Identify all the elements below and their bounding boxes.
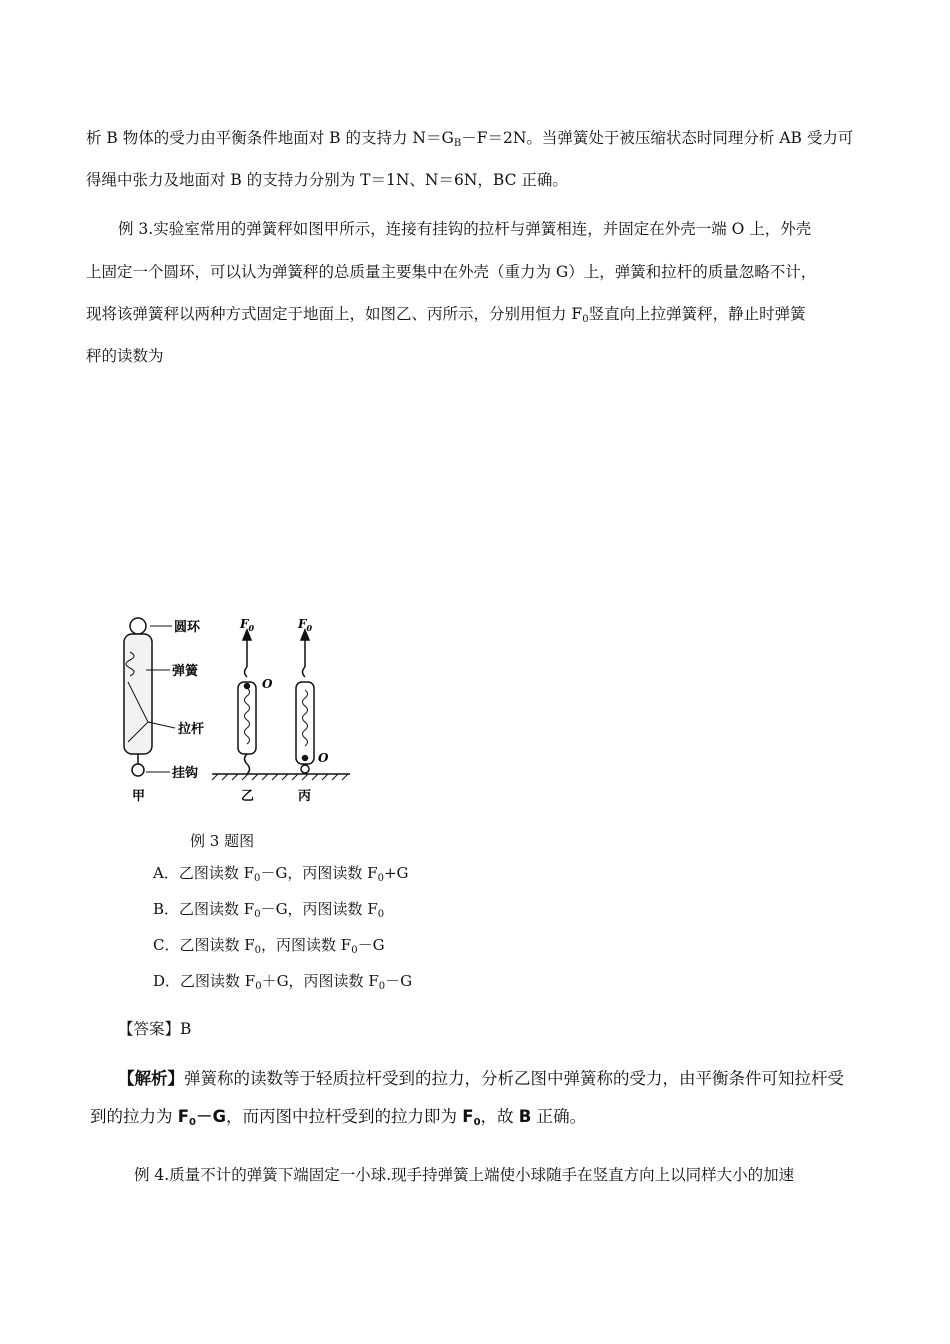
text: 得绳中张力及地面对 B 的支持力分别为 T＝1N、N＝6N，BC 正确。 xyxy=(86,171,568,189)
option-b xyxy=(153,898,384,920)
text: －G xyxy=(385,972,413,990)
subscript: 0 xyxy=(351,945,358,956)
subscript: 0 xyxy=(377,873,384,884)
subscript: 0 xyxy=(254,945,262,956)
text: D．乙图读数 F xyxy=(153,972,256,990)
subscript: 0 xyxy=(378,981,386,992)
text: －G，丙图读数 F xyxy=(260,864,378,882)
analysis-line2 xyxy=(90,1103,586,1128)
text: 弹簧称的读数等于轻质拉杆受到的拉力，分析乙图中弹簧称的受力，由平衡条件可知拉杆受 xyxy=(184,1069,844,1088)
text: ，丙图读数 F xyxy=(261,936,352,954)
example3-line2: 上固定一个圆环，可以认为弹簧秤的总质量主要集中在外壳（重力为 G）上，弹簧和拉杆的质量忽略不计， xyxy=(86,263,817,281)
text: 析 B 物体的受力由平衡条件地面对 B 的支持力 N＝G xyxy=(86,129,454,147)
label-bing: 丙 xyxy=(298,789,312,804)
ground-hatch xyxy=(212,774,348,780)
text: A．乙图读数 F xyxy=(153,864,255,882)
subscript: 0 xyxy=(582,314,589,325)
label-hook: 挂钩 xyxy=(172,766,199,781)
example3-line4: 秤的读数为 xyxy=(86,347,164,365)
text: －G xyxy=(196,1107,227,1126)
label-yi: 乙 xyxy=(241,789,255,804)
text: －G xyxy=(357,936,385,954)
text: －F＝2N。当弹簧处于被压缩状态时同理分析 AB 受力可 xyxy=(461,129,854,147)
text: 正确。 xyxy=(531,1107,587,1126)
analysis-line1 xyxy=(118,1065,844,1089)
figure-caption: 例 3 题图 xyxy=(190,832,255,850)
label-o-yi: O xyxy=(262,677,273,691)
spring-scale-figure xyxy=(100,612,360,812)
label-f0-yi: $F_0$ xyxy=(240,617,255,633)
option-d xyxy=(153,970,412,992)
label-jia: 甲 xyxy=(132,789,146,804)
subscript: 0 xyxy=(473,1117,481,1128)
scale-jia xyxy=(124,618,175,776)
text: B xyxy=(518,1107,532,1126)
label-ring: 圆环 xyxy=(174,620,201,635)
option-a xyxy=(153,862,409,884)
paragraph-line xyxy=(86,168,568,190)
analysis-tag: 【解析】 xyxy=(118,1069,184,1088)
example4-line1: 例 4.质量不计的弹簧下端固定一小球.现手持弹簧上端使小球随手在竖直方向上以同样大小的加速 xyxy=(134,1166,795,1184)
text: ＋G，丙图读数 F xyxy=(261,972,379,990)
text: C．乙图读数 F xyxy=(153,936,255,954)
text: +G xyxy=(383,864,409,882)
scale-bing xyxy=(296,630,314,773)
label-o-bing: O xyxy=(318,751,329,765)
option-c xyxy=(153,934,385,956)
subscript: 0 xyxy=(254,909,261,920)
text: 竖直向上拉弹簧秤，静止时弹簧 xyxy=(588,305,806,323)
label-rod: 拉杆 xyxy=(178,722,205,737)
text: F xyxy=(462,1107,474,1126)
label-spring: 弹簧 xyxy=(172,664,199,679)
text: ，而丙图中拉杆受到的拉力即为 xyxy=(226,1107,463,1126)
text: ，故 xyxy=(480,1107,519,1126)
subscript: 0 xyxy=(377,909,385,920)
subscript: 0 xyxy=(255,981,262,992)
text: －G，丙图读数 F xyxy=(260,900,378,918)
paragraph-line xyxy=(86,126,853,149)
subscript: 0 xyxy=(189,1117,196,1128)
subscript: B xyxy=(453,138,462,149)
scale-yi xyxy=(238,630,256,774)
text: 现将该弹簧秤以两种方式固定于地面上，如图乙、丙所示，分别用恒力 F xyxy=(86,305,583,323)
label-f0-bing: $F_0$ xyxy=(298,617,313,633)
example3-line1: 例 3.实验室常用的弹簧秤如图甲所示，连接有挂钩的拉杆与弹簧相连，并固定在外壳一端 O 上，外壳 xyxy=(118,220,812,238)
subscript: 0 xyxy=(254,873,261,884)
answer: 【答案】B xyxy=(118,1020,192,1038)
example3-line3 xyxy=(86,302,806,325)
text: F xyxy=(177,1107,190,1126)
text: 到的拉力为 xyxy=(90,1107,178,1126)
text: B．乙图读数 F xyxy=(153,900,255,918)
